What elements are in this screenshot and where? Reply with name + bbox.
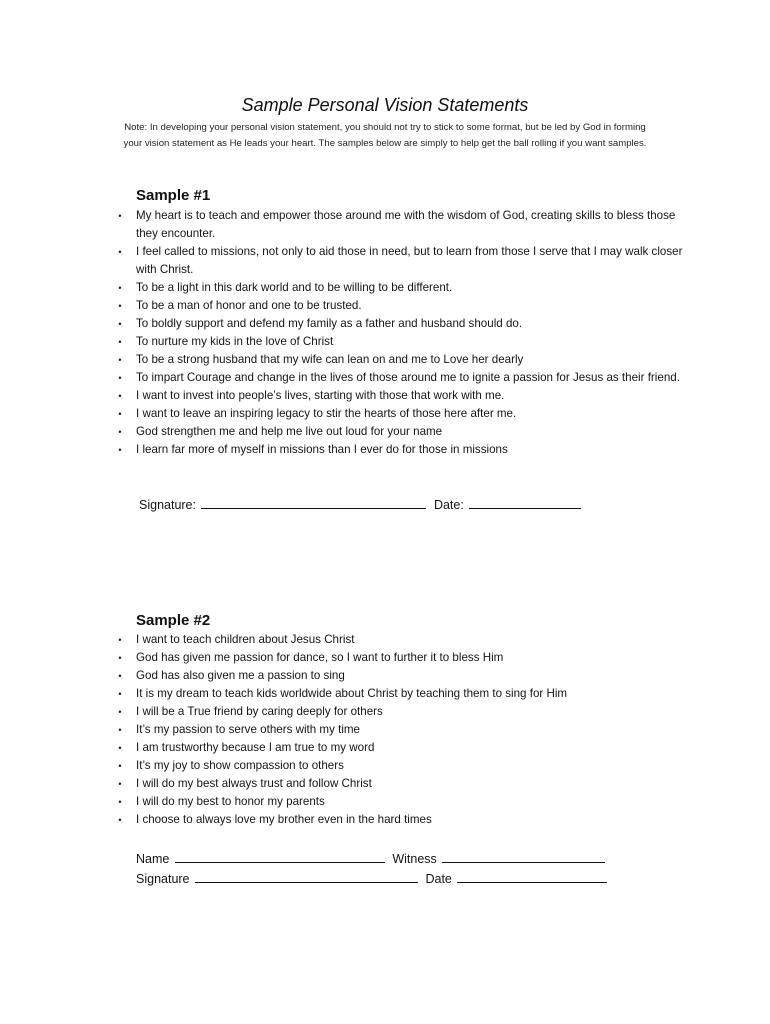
list-item <box>114 333 684 351</box>
bullet-icon: • <box>118 671 122 681</box>
list-item <box>114 441 684 459</box>
list-item-text: To nurture my kids in the love of Christ <box>136 335 334 348</box>
sample-1-signature-line <box>139 496 585 512</box>
intro-note-line-1: Note: In developing your personal vision statement, you should not try to stick to some format, but be led by God in forming <box>124 122 646 133</box>
list-item <box>114 811 684 829</box>
bullet-icon: • <box>118 427 122 437</box>
list-item <box>114 405 684 423</box>
bullet-icon: • <box>118 355 122 365</box>
bullet-icon: • <box>118 391 122 401</box>
name-blank[interactable] <box>175 850 385 863</box>
sample-2-name-line <box>136 850 609 866</box>
date-label: Date <box>425 872 452 886</box>
bullet-icon: • <box>118 653 122 663</box>
list-item-text: God strengthen me and help me live out loud for your name <box>136 425 443 438</box>
list-item-text: I want to teach children about Jesus Christ <box>136 633 355 646</box>
list-item <box>114 279 684 297</box>
bullet-icon: • <box>118 743 122 753</box>
list-item <box>114 685 684 703</box>
bullet-icon: • <box>118 635 122 645</box>
list-item-text: I will do my best always trust and follow Christ <box>136 777 372 790</box>
date-label: Date: <box>433 498 464 512</box>
list-item-text: It’s my passion to serve others with my time <box>136 723 361 736</box>
list-item-text: To impart Courage and change in the lives of those around me to ignite a passion for Jesus as their friend. <box>136 371 680 384</box>
bullet-icon: • <box>118 761 122 771</box>
list-item <box>114 649 684 667</box>
list-item <box>114 775 684 793</box>
list-item-text: God has given me passion for dance, so I want to further it to bless Him <box>136 651 504 664</box>
list-item <box>114 387 684 405</box>
list-item-text: I want to invest into people’s lives, starting with those that work with me. <box>136 389 505 402</box>
list-item <box>114 793 684 811</box>
list-item-text: I choose to always love my brother even in the hard times <box>136 813 432 826</box>
witness-blank[interactable] <box>442 850 605 863</box>
sample-2-list <box>114 631 684 829</box>
sample-1-list <box>114 207 684 459</box>
list-item <box>114 739 684 757</box>
list-item <box>114 757 684 775</box>
list-item-text: To be a strong husband that my wife can lean on and me to Love her dearly <box>136 353 524 366</box>
list-item-text: I will be a True friend by caring deeply for others <box>136 705 383 718</box>
list-item <box>114 207 684 243</box>
signature-label: Signature: <box>139 498 196 512</box>
list-item-text: It is my dream to teach kids worldwide about Christ by teaching them to sing for Him <box>136 687 568 700</box>
document-title: Sample Personal Vision Statements <box>241 95 529 115</box>
list-item-text: I am trustworthy because I am true to my word <box>136 741 375 754</box>
signature-blank[interactable] <box>201 496 426 509</box>
list-item-text: To be a light in this dark world and to be willing to be different. <box>136 281 453 294</box>
bullet-icon: • <box>118 815 122 825</box>
list-item-text: My heart is to teach and empower those around me with the wisdom of God, creating skills to bless those they encounter. <box>136 209 676 240</box>
list-item <box>114 423 684 441</box>
bullet-icon: • <box>118 725 122 735</box>
signature-label: Signature <box>136 872 190 886</box>
bullet-icon: • <box>118 211 122 221</box>
list-item-text: To boldly support and defend my family as a father and husband should do. <box>136 317 523 330</box>
sample-2-signature-line <box>136 870 611 886</box>
bullet-icon: • <box>118 283 122 293</box>
bullet-icon: • <box>118 247 122 257</box>
list-item <box>114 297 684 315</box>
list-item-text: I feel called to missions, not only to aid those in need, but to learn from those I serve that I may walk closer with Christ. <box>136 245 683 276</box>
signature-blank[interactable] <box>195 870 418 883</box>
list-item <box>114 721 684 739</box>
bullet-icon: • <box>118 373 122 383</box>
witness-label: Witness <box>392 852 437 866</box>
bullet-icon: • <box>118 337 122 347</box>
bullet-icon: • <box>118 301 122 311</box>
list-item-text: I will do my best to honor my parents <box>136 795 325 808</box>
bullet-icon: • <box>118 779 122 789</box>
name-label: Name <box>136 852 170 866</box>
date-blank[interactable] <box>469 496 581 509</box>
list-item-text: God has also given me a passion to sing <box>136 669 345 682</box>
bullet-icon: • <box>118 319 122 329</box>
intro-note-line-2: your vision statement as He leads your heart. The samples below are simply to help get the ball rolling if you want samples. <box>123 137 647 149</box>
intro-note <box>60 120 710 151</box>
list-item <box>114 369 684 387</box>
sample-2-heading: Sample #2 <box>136 612 211 629</box>
bullet-icon: • <box>118 689 122 699</box>
list-item <box>114 631 684 649</box>
list-item <box>114 351 684 369</box>
list-item-text: It’s my joy to show compassion to others <box>136 759 344 772</box>
list-item-text: I want to leave an inspiring legacy to stir the hearts of those here after me. <box>136 407 517 420</box>
list-item-text: I learn far more of myself in missions than I ever do for those in missions <box>136 443 508 456</box>
date-blank[interactable] <box>457 870 607 883</box>
sample-1-heading: Sample #1 <box>136 187 211 204</box>
bullet-icon: • <box>118 707 122 717</box>
list-item <box>114 667 684 685</box>
list-item-text: To be a man of honor and one to be trusted. <box>136 299 362 312</box>
list-item <box>114 315 684 333</box>
bullet-icon: • <box>118 409 122 419</box>
list-item <box>114 703 684 721</box>
bullet-icon: • <box>118 445 122 455</box>
list-item <box>114 243 684 279</box>
bullet-icon: • <box>118 797 122 807</box>
